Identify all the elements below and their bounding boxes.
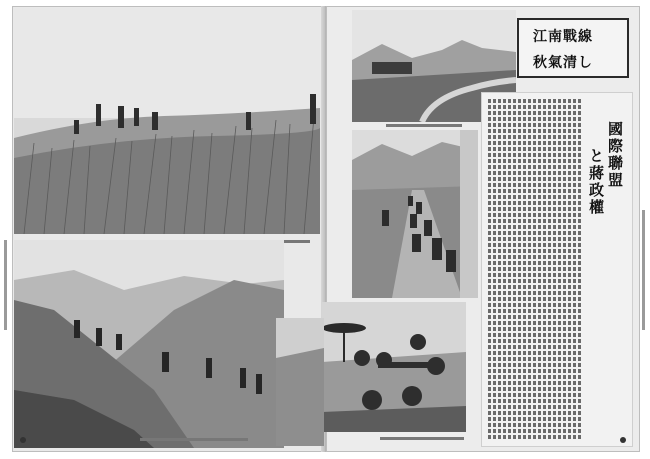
text-column — [498, 99, 501, 441]
text-column — [513, 99, 516, 441]
text-column — [578, 99, 581, 441]
page-number-mark — [620, 437, 626, 443]
text-column — [518, 99, 521, 441]
text-column — [553, 99, 556, 441]
text-column — [548, 99, 551, 441]
watermark-right — [642, 210, 645, 330]
photo-troops-mountain — [14, 240, 284, 448]
photo-soldiers-ridge — [14, 8, 320, 234]
photo-road-side — [460, 130, 478, 298]
page-number-mark — [20, 437, 26, 443]
text-column — [503, 99, 506, 441]
text-column — [558, 99, 561, 441]
text-column — [543, 99, 546, 441]
photo-muddy-road-column — [352, 130, 476, 298]
text-column — [493, 99, 496, 441]
photo-edge-strip — [276, 318, 324, 446]
photo-caption — [380, 437, 464, 440]
watermark-left — [4, 240, 7, 330]
text-column — [563, 99, 566, 441]
title-box — [517, 18, 629, 78]
article-headline-continued: と蔣政權 — [587, 148, 605, 216]
article-body-text — [488, 99, 584, 441]
photo-caption — [140, 438, 248, 441]
text-column — [528, 99, 531, 441]
page-title-line-1: 江南戰線 — [533, 29, 593, 45]
photo-machine-gun-crew — [322, 302, 466, 432]
text-column — [573, 99, 576, 441]
text-column — [488, 99, 491, 441]
article-block — [481, 92, 633, 447]
text-column — [538, 99, 541, 441]
text-column — [523, 99, 526, 441]
text-column — [508, 99, 511, 441]
text-column — [533, 99, 536, 441]
text-column — [568, 99, 571, 441]
photo-caption — [386, 124, 462, 127]
article-headline: 國際聯盟 — [606, 121, 624, 189]
page-title-line-2: 秋氣清し — [533, 55, 593, 71]
